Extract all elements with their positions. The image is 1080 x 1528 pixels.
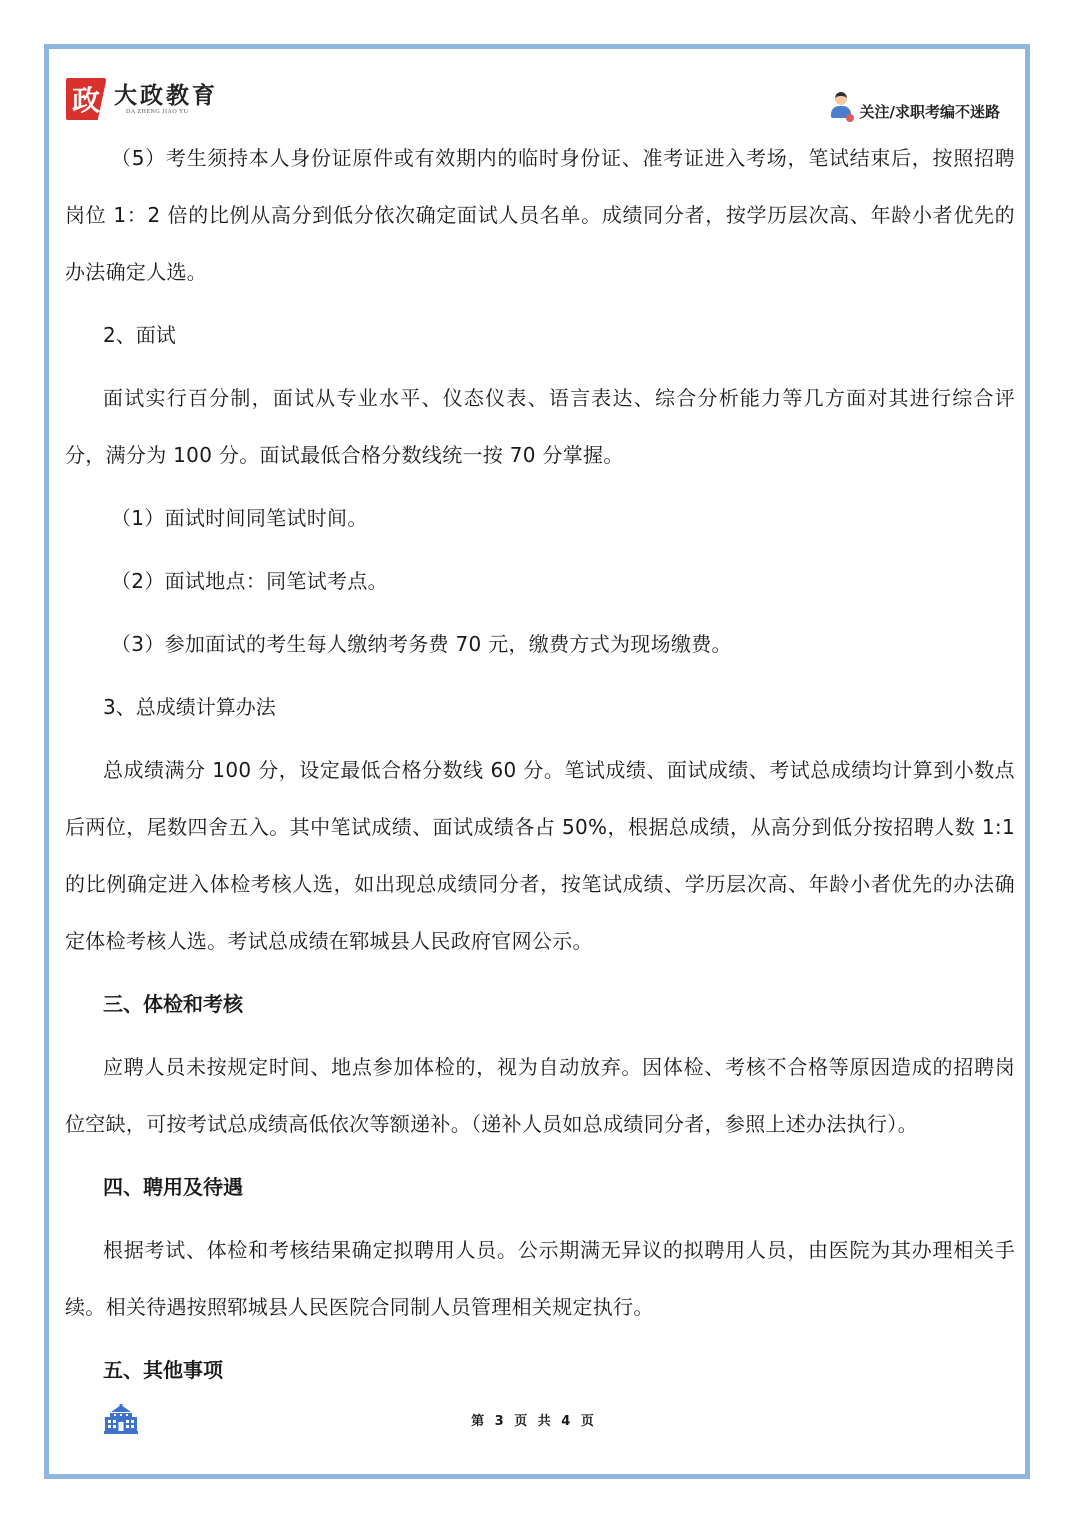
page-number: 第 3 页 共 4 页	[471, 1414, 597, 1429]
section-heading: 三、体检和考核	[103, 992, 243, 1016]
paragraph: （2）面试地点：同笔试考点。	[111, 569, 388, 593]
brand-logo	[66, 78, 218, 120]
logo-cn: 大政教育	[114, 82, 218, 109]
paragraph: 根据考试、体检和考核结果确定拟聘用人员。公示期满无异议的拟聘用人员，由医院为其办理相关手续。相关待遇按照郓城县人民医院合同制人员管理相关规定执行。	[65, 1238, 1015, 1319]
section-heading: 2、面试	[103, 323, 176, 347]
section-heading: 五、其他事项	[103, 1358, 223, 1382]
paragraph: （5）考生须持本人身份证原件或有效期内的临时身份证、准考证进入考场，笔试结束后，按照招聘岗位 1：2 倍的比例从高分到低分依次确定面试人员名单。成绩同分者，按学历层次高、年龄小者优先的办法确定人选。	[65, 146, 1015, 284]
logo-mark-char: 政	[71, 84, 100, 117]
avatar-icon	[830, 92, 852, 122]
paragraph: 面试实行百分制，面试从专业水平、仪态仪表、语言表达、综合分析能力等几方面对其进行综合评分，满分为 100 分。面试最低合格分数线统一按 70 分掌握。	[65, 386, 1015, 467]
document-body	[65, 130, 1015, 1405]
logo-mark-icon	[66, 78, 106, 120]
paragraph: 应聘人员未按规定时间、地点参加体检的，视为自动放弃。因体检、考核不合格等原因造成的招聘岗位空缺，可按考试总成绩高低依次等额递补。（递补人员如总成绩同分者，参照上述办法执行）。	[65, 1055, 1015, 1136]
paragraph: 总成绩满分 100 分，设定最低合格分数线 60 分。笔试成绩、面试成绩、考试总成绩均计算到小数点后两位，尾数四舍五入。其中笔试成绩、面试成绩各占 50%，根据总成绩，从高分到低分按招聘人数 1:1 的比例确定进入体检考核人选，如出现总成绩同分者，按笔试成绩、学历层次高、年龄小者优先的办法确定体检考核人选。考试总成绩在郓城县人民政府官网公示。	[65, 758, 1015, 953]
logo-en: DA ZHENG JIAO YU	[126, 109, 189, 115]
section-heading: 3、总成绩计算办法	[103, 695, 276, 719]
follow-banner	[830, 92, 1000, 122]
paragraph: （1）面试时间同笔试时间。	[111, 506, 368, 530]
logo-text	[114, 83, 218, 115]
follow-text: 关注/求职考编不迷路	[859, 103, 1000, 121]
page-footer	[0, 1404, 1080, 1434]
section-heading: 四、聘用及待遇	[103, 1175, 243, 1199]
paragraph: （3）参加面试的考生每人缴纳考务费 70 元，缴费方式为现场缴费。	[111, 632, 732, 656]
